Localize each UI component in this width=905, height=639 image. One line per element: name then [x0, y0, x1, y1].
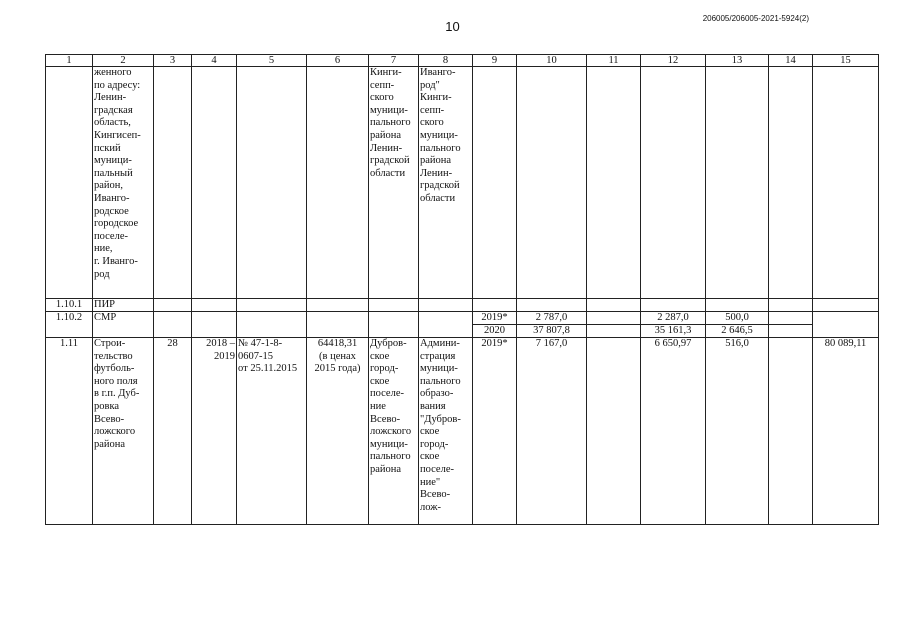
text-line: город-	[420, 438, 449, 450]
object-name-cell	[93, 338, 154, 525]
text-line: область,	[94, 117, 131, 129]
col-header: 1	[46, 55, 93, 67]
text-line: района	[420, 155, 452, 167]
text-line: от 25.11.2015	[238, 363, 298, 375]
text-line: пального	[420, 142, 461, 154]
text-line: 64418,31	[317, 338, 358, 349]
text-line: пальный	[94, 167, 133, 179]
text-line: род"	[420, 79, 440, 91]
text-line: области	[370, 167, 406, 179]
text-line: лож-	[420, 501, 441, 513]
text-line: родское	[94, 205, 129, 217]
document-cell	[237, 338, 307, 525]
text-line: поселе-	[94, 230, 128, 242]
col-header: 11	[587, 55, 641, 67]
row-name: СМР	[93, 312, 154, 338]
text-line: поселе-	[370, 388, 404, 400]
text-line: 2015 года)	[314, 363, 361, 375]
data-table	[45, 54, 879, 525]
year-cell: 2020	[473, 325, 517, 338]
col-header: 7	[369, 55, 419, 67]
text-line: района	[370, 129, 402, 141]
table-row-continuation	[46, 67, 879, 299]
col-header: 10	[517, 55, 587, 67]
text-line: ское	[420, 426, 440, 438]
year-cell: 2019*	[473, 312, 517, 325]
page-number: 10	[445, 19, 460, 34]
text-line: Всево-	[94, 413, 125, 425]
col-header: 2	[93, 55, 154, 67]
table-row-1-10-1	[46, 299, 879, 312]
text-line: район,	[94, 180, 124, 192]
text-line: области	[420, 192, 456, 204]
text-line: муници-	[370, 104, 408, 116]
text-line: ние"	[420, 476, 441, 488]
municipality-cell	[369, 67, 419, 299]
year-cell: 2019*	[473, 338, 517, 525]
text-line: муници-	[420, 363, 458, 375]
row-number: 1.11	[46, 338, 93, 525]
text-line: Строи-	[94, 338, 126, 349]
col-header: 6	[307, 55, 369, 67]
row-number: 1.10.1	[46, 299, 93, 312]
text-line: род	[94, 268, 110, 280]
text-line: по адресу:	[94, 79, 141, 91]
text-line: "Дубров-	[420, 413, 461, 425]
text-line: района	[370, 463, 402, 475]
text-line: г. Иванго-	[94, 255, 138, 267]
cost-cell	[307, 338, 369, 525]
text-line: страция	[420, 350, 456, 362]
text-line: Всево-	[420, 489, 451, 501]
col-header: 4	[192, 55, 237, 67]
text-line: Кингисеп-	[94, 129, 141, 141]
object-name-cell	[93, 67, 154, 299]
value-cell-15: 80 089,11	[813, 338, 879, 525]
text-line: ское	[370, 375, 390, 387]
total-cell: 7 167,0	[517, 338, 587, 525]
text-line: ние	[370, 400, 386, 412]
col-header: 3	[154, 55, 192, 67]
col-header: 13	[706, 55, 769, 67]
text-line: городское	[94, 218, 139, 230]
text-line: пального	[370, 451, 411, 463]
text-line: Дубров-	[370, 338, 407, 349]
text-line: Кинги-	[420, 92, 452, 104]
text-line: Иванго-	[420, 67, 456, 78]
text-line: поселе-	[420, 463, 454, 475]
col-header: 9	[473, 55, 517, 67]
col-header: 15	[813, 55, 879, 67]
text-line: градская	[94, 104, 133, 116]
text-line: женного	[94, 67, 132, 78]
text-line: ского	[420, 117, 444, 129]
text-line: Ленин-	[94, 92, 127, 104]
text-line: 2019	[214, 350, 235, 362]
text-line: градской	[370, 155, 410, 167]
text-line: ское	[420, 451, 440, 463]
text-line: футболь-	[94, 363, 135, 375]
text-line: Ленин-	[370, 142, 403, 154]
text-line: пский	[94, 142, 121, 154]
text-line: образо-	[420, 388, 454, 400]
text-line: тельство	[94, 350, 133, 362]
value-cell-12: 35 161,3	[641, 325, 706, 338]
total-cell: 2 787,0	[517, 312, 587, 325]
total-cell: 37 807,8	[517, 325, 587, 338]
col-header: 8	[419, 55, 473, 67]
table-row-1-11	[46, 338, 879, 525]
text-line: ного поля	[94, 375, 138, 387]
col-header: 5	[237, 55, 307, 67]
text-line: ложского	[370, 426, 412, 438]
value-cell-13: 2 646,5	[706, 325, 769, 338]
text-line: 2018 –	[206, 338, 235, 349]
text-line: района	[94, 438, 126, 450]
text-line: 0607-15	[238, 350, 273, 362]
col-header: 12	[641, 55, 706, 67]
text-line: ское	[370, 350, 390, 362]
row-name: ПИР	[93, 299, 154, 312]
text-line: ровка	[94, 400, 120, 412]
text-line: в г.п. Дуб-	[94, 388, 140, 400]
text-line: Ленин-	[420, 167, 453, 179]
text-line: пального	[370, 117, 411, 129]
text-line: муници-	[94, 155, 132, 167]
text-line: вания	[420, 400, 446, 412]
col-header: 14	[769, 55, 813, 67]
text-line: ского	[370, 92, 394, 104]
value-cell-12: 2 287,0	[641, 312, 706, 325]
text-line: (в ценах	[319, 350, 356, 362]
text-line: градской	[420, 180, 460, 192]
text-line: муници-	[370, 438, 408, 450]
value-cell-13: 500,0	[706, 312, 769, 325]
text-line: № 47-1-8-	[238, 338, 283, 349]
text-line: город-	[370, 363, 399, 375]
text-line: муници-	[420, 129, 458, 141]
text-line: Иванго-	[94, 192, 130, 204]
value-cell-12: 6 650,97	[641, 338, 706, 525]
row-number: 1.10.2	[46, 312, 93, 338]
text-line: сепп-	[370, 79, 395, 91]
text-line: ние,	[94, 243, 113, 255]
text-line: Админи-	[420, 338, 460, 349]
text-line: сепп-	[420, 104, 445, 116]
period-cell	[192, 338, 237, 525]
document-id: 206005/206005-2021-5924(2)	[702, 14, 809, 23]
text-line: ложского	[94, 426, 136, 438]
value-cell-3: 28	[154, 338, 192, 525]
text-line: Всево-	[370, 413, 401, 425]
value-cell-13: 516,0	[706, 338, 769, 525]
table-row-1-10-2	[46, 312, 879, 325]
text-line: Кинги-	[370, 67, 402, 78]
customer-cell	[419, 338, 473, 525]
column-number-row	[46, 55, 879, 67]
text-line: пального	[420, 375, 461, 387]
municipality-cell	[369, 338, 419, 525]
customer-cell	[419, 67, 473, 299]
